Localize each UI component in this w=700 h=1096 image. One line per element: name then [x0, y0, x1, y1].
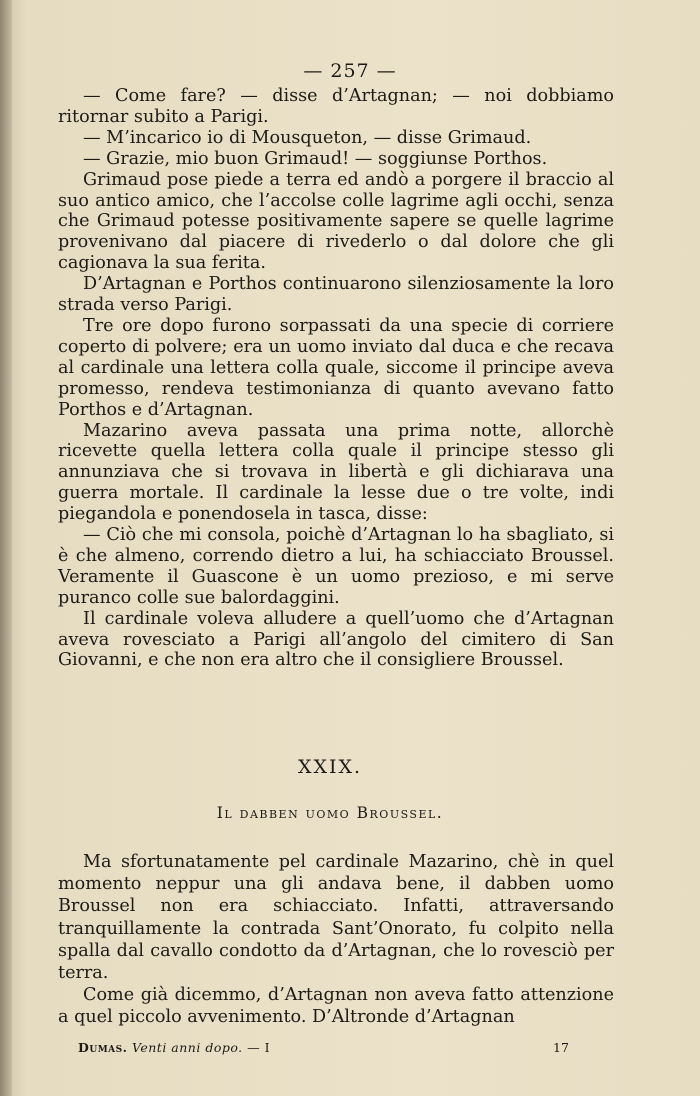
text-block-top [58, 86, 614, 671]
chapter-title: Il dabben uomo Broussel. [216, 804, 444, 822]
paragraph: Mazarino aveva passata una prima notte, allorchè ricevette quella lettera colla quale il principe stesso gli annunziava che si trovava in libertà e gli dichiarava una guerra mortale. Il cardinale la lesse due o tre volte, indi piegandola e ponendosela in tasca, disse: [58, 420, 614, 525]
paragraph: D’Artagnan e Porthos continuarono silenziosamente la loro strada verso Parigi. [58, 274, 614, 316]
paragraph: — M’incarico io di Mousqueton, — disse Grimaud. [83, 127, 532, 148]
paragraph: Tre ore dopo furono sorpassati da una specie di corriere coperto di polvere; era un uomo inviato dal duca e che recava al cardinale una lettera colla quale, siccome il principe aveva promesso, rendeva testimonianza di quanto avevano fatto Porthos e d’Artagnan. [58, 315, 614, 420]
paragraph: Come già dicemmo, d’Artagnan non aveva fatto attenzione a quel piccolo avvenimento. D’Altronde d’Artagnan [58, 985, 614, 1028]
paragraph: Il cardinale voleva alludere a quell’uomo che d’Artagnan aveva rovesciato a Parigi all’angolo del cimitero di San Giovanni, e che non era altro che il consigliere Broussel. [58, 608, 614, 671]
printer-signature: 17 [553, 1040, 569, 1055]
paragraph: — Grazie, mio buon Grimaud! — soggiunse Porthos. [83, 148, 548, 169]
paragraph: Ma sfortunatamente pel cardinale Mazarino, chè in quel momento neppur una gli andava bene, il dabben uomo Broussel non era schiacciato. Infatti, attraversando tranquillamente la contrada Sant’Onorato, fu colpito nella spalla dal cavallo condotto da d’Artagnan, che lo rovesciò per terra. [58, 852, 614, 984]
paragraph: — Come fare? — disse d’Artagnan; — noi dobbiamo ritornar subito a Parigi. [58, 86, 614, 127]
paragraph: Grimaud pose piede a terra ed andò a porgere il braccio al suo antico amico, che l’accolse colle lagrime agli occhi, senza che Grimaud potesse positivamente sapere se quelle lagrime provenivano dal piacere di rivederlo o dal dolore che gli cagionava la sua ferita. [58, 169, 614, 274]
chapter-number: XXIX. [297, 756, 363, 778]
page-footer [78, 1040, 270, 1055]
footer-volume: — I [247, 1040, 271, 1055]
page-number: — 257 — [303, 60, 397, 82]
footer-author: Dumas. [78, 1040, 128, 1055]
text-block-bottom [58, 851, 614, 1029]
paragraph: — Ciò che mi consola, poichè d’Artagnan lo ha sbagliato, si è che almeno, correndo dietro a lui, ha schiacciato Broussel. Veramente il Guascone è un uomo prezioso, e mi serve puranco colle sue balordaggini. [58, 525, 614, 608]
footer-book-title: Venti anni dopo. [131, 1040, 243, 1055]
book-spine-shadow [0, 0, 12, 1096]
